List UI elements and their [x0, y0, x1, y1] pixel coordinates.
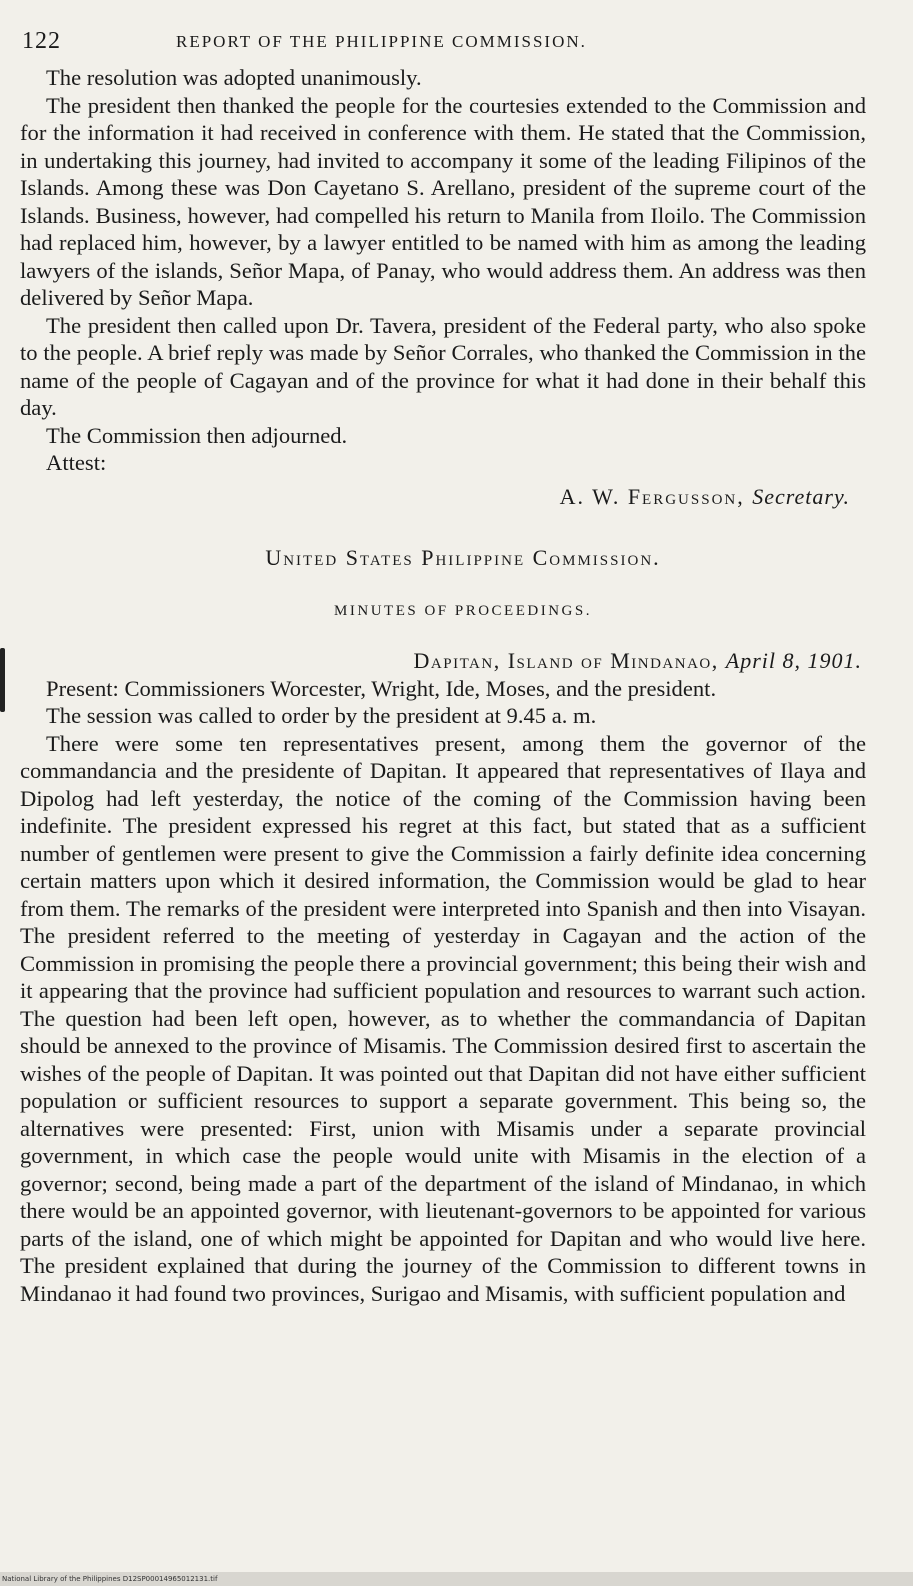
page-number: 122 [22, 28, 61, 54]
dateline [20, 647, 866, 675]
signature-name: A. W. Fergusson, [559, 483, 745, 509]
paragraph: Attest: [46, 450, 107, 475]
section-title: United States Philippine Commission. [265, 545, 661, 570]
body-text [20, 64, 866, 1307]
paragraph: The session was called to order by the president at 9.45 a. m. [46, 703, 597, 728]
dateline-date: April 8, 1901. [725, 648, 862, 673]
scan-edge-mark [0, 648, 5, 712]
running-head [20, 18, 867, 64]
running-title: REPORT OF THE PHILIPPINE COMMISSION. [176, 32, 587, 51]
paragraph: The resolution was adopted unanimously. [46, 65, 422, 90]
paragraph: Present: Commissioners Worcester, Wright, Ide, Moses, and the president. [46, 675, 717, 701]
paragraph: There were some ten representatives present, among them the governor of the commandancia and the presidente of Dapitan. It appeared that representatives of Ilaya and Dipolog had left yesterday, the notice of the coming of the Commission having been indefinite. The president expressed his regret at this fact, but stated that as a sufficient number of gentlemen were present to give the Commission a fairly definite idea concerning certain matters upon which it desired information, the Commission would be glad to hear from them. The remarks of the president were interpreted into Spanish and then into Visayan. The president referred to the meeting of yesterday in Cagayan and the action of the Commission in promising the people there a provincial government; this being their wish and it appearing that the province had sufficient population and resources to warrant such action. The question had been left open, however, as to whether the commandancia of Dapitan should be annexed to the province of Misamis. The Commission desired first to ascertain the wishes of the people of Dapitan. It was pointed out that Dapitan did not have either sufficient population or sufficient resources to support a separate government. This being so, the alternatives were presented: First, union with Misamis under a separate provincial government, in which case the people would unite with Misamis in the election of a governor; second, being made a part of the department of the island of Mindanao, in which there would be an appointed governor, with lieutenant-governors to be appointed for various parts of the island, one of which might be appointed for Dapitan and who would live here. The president explained that during the journey of the Commission to different towns in Mindanao it had found two provinces, Surigao and Misamis, with sufficient population and [20, 730, 866, 1306]
scan-footer: National Library of the Philippines D12SP00014965012131.tif [0, 1572, 913, 1586]
paragraph: The president then called upon Dr. Tavera, president of the Federal party, who also spoke to the people. A brief reply was made by Señor Corrales, who thanked the Commission in the name of the people of Cagayan and of the province for what it had done in their behalf this day. [20, 312, 866, 420]
signature-line [20, 483, 866, 511]
paragraph: The president then thanked the people for the courtesies extended to the Commission and for the information it had received in conference with them. He stated that the Commission, in undertaking this journey, had invited to accompany it some of the leading Filipinos of the Islands. Among these was Don Cayetano S. Arellano, president of the supreme court of the Islands. Business, however, had compelled his return to Manila from Iloilo. The Commission had replaced him, however, by a lawyer entitled to be named with him as among the leading lawyers of the islands, Señor Mapa, of Panay, who would address them. An address was then delivered by Señor Mapa. [20, 92, 866, 310]
dateline-place: Dapitan, Island of Mindanao, [413, 648, 719, 673]
signature-title: Secretary. [752, 483, 850, 509]
section-subtitle: MINUTES OF PROCEEDINGS. [334, 602, 592, 619]
paragraph: The Commission then adjourned. [46, 422, 348, 448]
